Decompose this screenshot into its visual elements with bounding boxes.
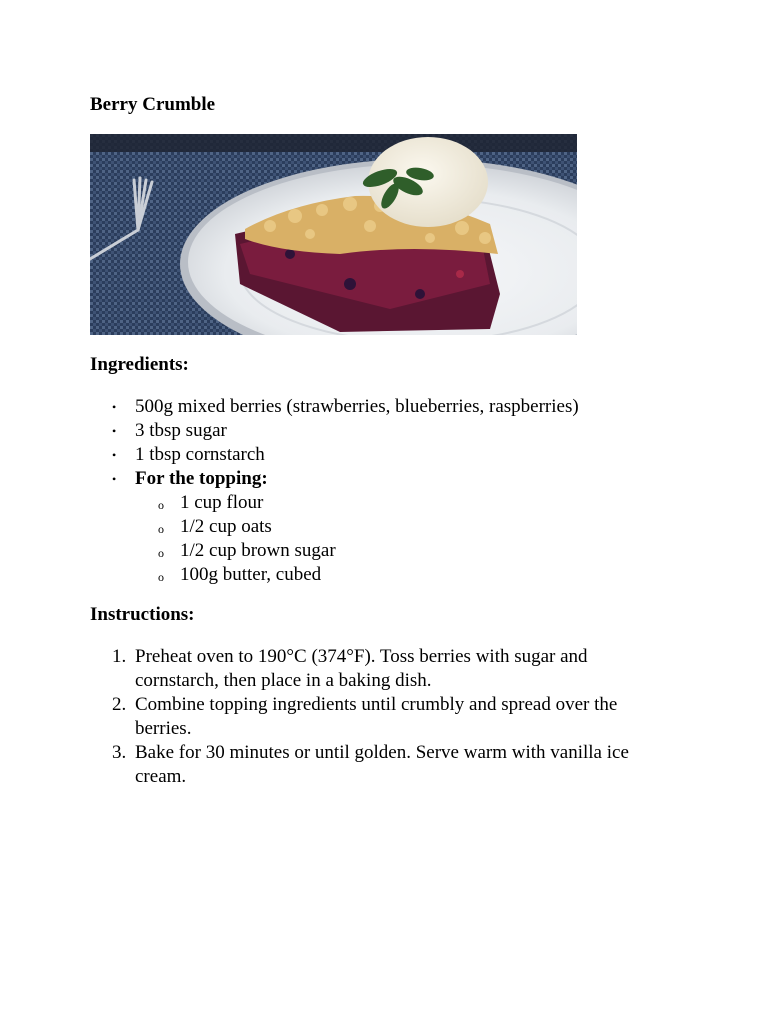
ingredients-list [90,395,579,587]
instructions-list [90,645,660,789]
recipe-photo [90,134,577,335]
list-item: • 3 tbsp sugar [90,419,579,443]
step-text: Combine topping ingredients until crumbly and spread over the berries. [135,694,618,739]
list-item: o 1/2 cup oats [135,515,579,539]
instructions-heading: Instructions: [90,604,195,625]
list-item: • 1 tbsp cornstarch [90,443,579,467]
step-number: 1. [112,646,127,667]
list-item: • 500g mixed berries (strawberries, blueberries, raspberries) [90,395,579,419]
step-text: Bake for 30 minutes or until golden. Serve warm with vanilla ice cream. [135,742,629,787]
ingredients-heading: Ingredients: [90,354,189,375]
step-number: 3. [112,742,127,763]
list-item: o 1/2 cup brown sugar [135,539,579,563]
instruction-step [90,693,660,741]
list-item: o 100g butter, cubed [135,563,579,587]
instruction-step [90,645,660,693]
instruction-step [90,741,660,789]
topping-group [90,467,579,587]
step-text: Preheat oven to 190°C (374°F). Toss berries with sugar and cornstarch, then place in a baking dish. [135,646,588,691]
list-item: o 1 cup flour [135,491,579,515]
topping-list [135,491,579,587]
step-number: 2. [112,694,127,715]
recipe-title: Berry Crumble [90,94,216,115]
topping-label: For the topping: [135,468,268,489]
